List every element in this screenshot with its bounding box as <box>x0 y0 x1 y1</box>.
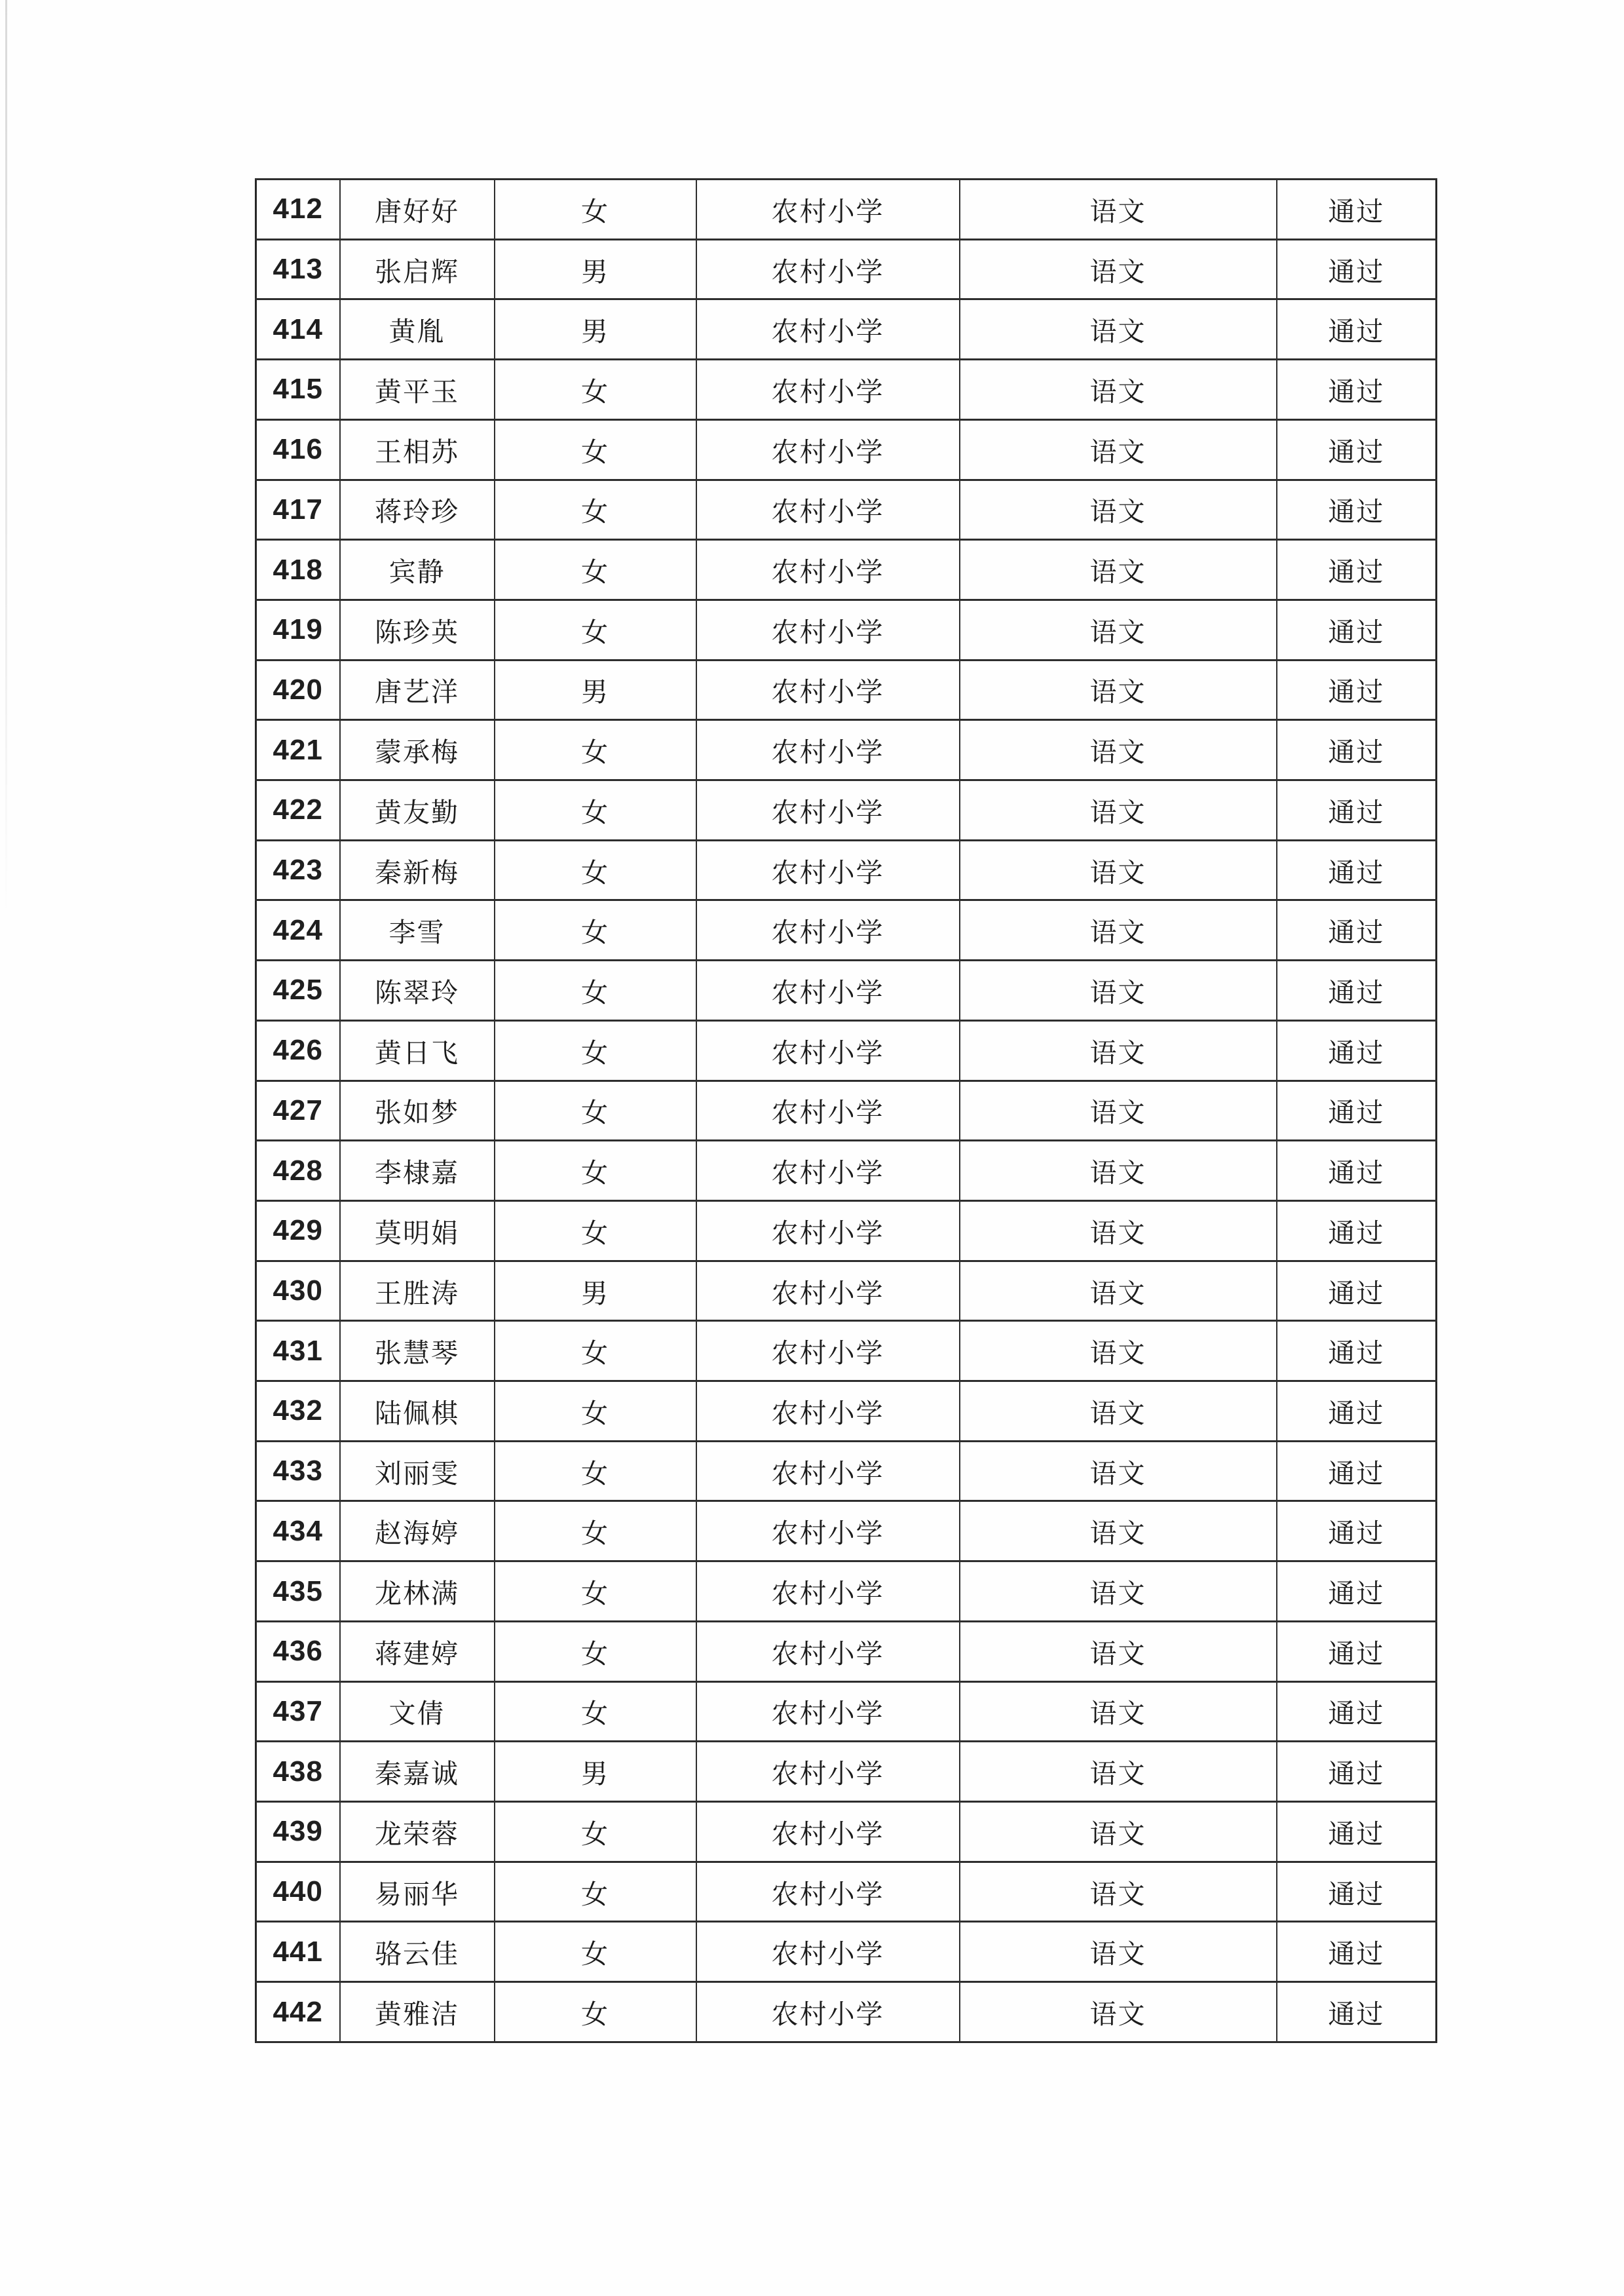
cell-gender: 女 <box>495 1081 696 1141</box>
cell-gender: 女 <box>495 1561 696 1622</box>
cell-name: 黄友勤 <box>340 780 495 841</box>
cell-result: 通过 <box>1277 540 1437 600</box>
cell-gender: 女 <box>495 1141 696 1201</box>
cell-result: 通过 <box>1277 660 1437 720</box>
cell-subject: 语文 <box>960 840 1277 900</box>
cell-subject: 语文 <box>960 1261 1277 1321</box>
cell-number: 418 <box>256 540 340 600</box>
cell-result: 通过 <box>1277 1261 1437 1321</box>
cell-school: 农村小学 <box>696 1081 960 1141</box>
cell-result: 通过 <box>1277 480 1437 540</box>
cell-number: 434 <box>256 1501 340 1561</box>
cell-gender: 女 <box>495 1922 696 1982</box>
table-row <box>256 1020 1437 1081</box>
cell-number: 432 <box>256 1381 340 1442</box>
cell-name: 蒋玲珍 <box>340 480 495 540</box>
cell-school: 农村小学 <box>696 600 960 660</box>
cell-number: 435 <box>256 1561 340 1622</box>
cell-subject: 语文 <box>960 1381 1277 1442</box>
cell-number: 424 <box>256 900 340 961</box>
table-row <box>256 480 1437 540</box>
table-row <box>256 540 1437 600</box>
table-row <box>256 1441 1437 1501</box>
cell-number: 439 <box>256 1801 340 1862</box>
cell-subject: 语文 <box>960 299 1277 360</box>
cell-number: 431 <box>256 1321 340 1381</box>
cell-number: 433 <box>256 1441 340 1501</box>
cell-school: 农村小学 <box>696 1441 960 1501</box>
cell-result: 通过 <box>1277 1922 1437 1982</box>
cell-number: 415 <box>256 360 340 420</box>
table-row <box>256 299 1437 360</box>
table-row <box>256 1982 1437 2042</box>
table-row <box>256 239 1437 299</box>
cell-result: 通过 <box>1277 1561 1437 1622</box>
table-row <box>256 1261 1437 1321</box>
cell-school: 农村小学 <box>696 1681 960 1742</box>
cell-number: 427 <box>256 1081 340 1141</box>
cell-subject: 语文 <box>960 1621 1277 1681</box>
table-row <box>256 180 1437 240</box>
table-row <box>256 1681 1437 1742</box>
cell-result: 通过 <box>1277 239 1437 299</box>
cell-gender: 女 <box>495 780 696 841</box>
cell-name: 陈翠玲 <box>340 961 495 1021</box>
cell-school: 农村小学 <box>696 239 960 299</box>
cell-result: 通过 <box>1277 1020 1437 1081</box>
cell-subject: 语文 <box>960 660 1277 720</box>
table-row <box>256 1621 1437 1681</box>
cell-school: 农村小学 <box>696 1321 960 1381</box>
cell-result: 通过 <box>1277 961 1437 1021</box>
table-row <box>256 1501 1437 1561</box>
cell-result: 通过 <box>1277 1982 1437 2042</box>
cell-subject: 语文 <box>960 1441 1277 1501</box>
cell-name: 蒋建婷 <box>340 1621 495 1681</box>
cell-name: 王胜涛 <box>340 1261 495 1321</box>
cell-name: 黄平玉 <box>340 360 495 420</box>
table-row <box>256 1321 1437 1381</box>
table-row <box>256 840 1437 900</box>
cell-school: 农村小学 <box>696 1862 960 1922</box>
cell-result: 通过 <box>1277 900 1437 961</box>
cell-number: 429 <box>256 1200 340 1261</box>
cell-result: 通过 <box>1277 419 1437 480</box>
cell-name: 宾静 <box>340 540 495 600</box>
cell-name: 秦新梅 <box>340 840 495 900</box>
cell-name: 蒙承梅 <box>340 720 495 780</box>
cell-number: 441 <box>256 1922 340 1982</box>
cell-result: 通过 <box>1277 780 1437 841</box>
cell-result: 通过 <box>1277 1141 1437 1201</box>
cell-name: 唐艺洋 <box>340 660 495 720</box>
cell-result: 通过 <box>1277 1862 1437 1922</box>
cell-result: 通过 <box>1277 1801 1437 1862</box>
cell-name: 龙林满 <box>340 1561 495 1622</box>
cell-number: 440 <box>256 1862 340 1922</box>
cell-gender: 女 <box>495 900 696 961</box>
cell-school: 农村小学 <box>696 360 960 420</box>
cell-number: 420 <box>256 660 340 720</box>
cell-subject: 语文 <box>960 239 1277 299</box>
cell-school: 农村小学 <box>696 1922 960 1982</box>
cell-number: 442 <box>256 1982 340 2042</box>
cell-subject: 语文 <box>960 1141 1277 1201</box>
table-row <box>256 780 1437 841</box>
cell-school: 农村小学 <box>696 1742 960 1802</box>
cell-school: 农村小学 <box>696 1561 960 1622</box>
cell-school: 农村小学 <box>696 1020 960 1081</box>
cell-number: 428 <box>256 1141 340 1201</box>
cell-gender: 男 <box>495 299 696 360</box>
cell-result: 通过 <box>1277 299 1437 360</box>
cell-subject: 语文 <box>960 1862 1277 1922</box>
cell-subject: 语文 <box>960 1020 1277 1081</box>
cell-result: 通过 <box>1277 360 1437 420</box>
cell-number: 422 <box>256 780 340 841</box>
cell-gender: 女 <box>495 1862 696 1922</box>
cell-subject: 语文 <box>960 780 1277 841</box>
table-row <box>256 900 1437 961</box>
cell-number: 414 <box>256 299 340 360</box>
cell-gender: 女 <box>495 419 696 480</box>
cell-gender: 女 <box>495 1501 696 1561</box>
cell-result: 通过 <box>1277 1321 1437 1381</box>
cell-subject: 语文 <box>960 419 1277 480</box>
table-row <box>256 1200 1437 1261</box>
cell-name: 刘丽雯 <box>340 1441 495 1501</box>
cell-school: 农村小学 <box>696 1801 960 1862</box>
table-row <box>256 1381 1437 1442</box>
cell-number: 413 <box>256 239 340 299</box>
cell-subject: 语文 <box>960 1561 1277 1622</box>
cell-school: 农村小学 <box>696 900 960 961</box>
cell-subject: 语文 <box>960 600 1277 660</box>
cell-result: 通过 <box>1277 1742 1437 1802</box>
cell-gender: 女 <box>495 1801 696 1862</box>
cell-school: 农村小学 <box>696 780 960 841</box>
table-body <box>256 180 1437 2042</box>
cell-result: 通过 <box>1277 720 1437 780</box>
cell-school: 农村小学 <box>696 1261 960 1321</box>
cell-subject: 语文 <box>960 1321 1277 1381</box>
cell-school: 农村小学 <box>696 1381 960 1442</box>
cell-result: 通过 <box>1277 1200 1437 1261</box>
cell-subject: 语文 <box>960 1982 1277 2042</box>
cell-gender: 女 <box>495 1321 696 1381</box>
table-row <box>256 600 1437 660</box>
cell-name: 张启辉 <box>340 239 495 299</box>
table-row <box>256 1862 1437 1922</box>
cell-school: 农村小学 <box>696 1141 960 1201</box>
table-row <box>256 419 1437 480</box>
cell-gender: 男 <box>495 1742 696 1802</box>
cell-gender: 女 <box>495 360 696 420</box>
cell-name: 张如梦 <box>340 1081 495 1141</box>
cell-gender: 女 <box>495 840 696 900</box>
cell-subject: 语文 <box>960 1922 1277 1982</box>
cell-gender: 女 <box>495 1200 696 1261</box>
cell-result: 通过 <box>1277 840 1437 900</box>
table-row <box>256 1141 1437 1201</box>
cell-subject: 语文 <box>960 480 1277 540</box>
table-row <box>256 1561 1437 1622</box>
cell-school: 农村小学 <box>696 299 960 360</box>
table-row <box>256 660 1437 720</box>
cell-result: 通过 <box>1277 180 1437 240</box>
cell-name: 张慧琴 <box>340 1321 495 1381</box>
cell-school: 农村小学 <box>696 419 960 480</box>
cell-result: 通过 <box>1277 1501 1437 1561</box>
cell-gender: 女 <box>495 600 696 660</box>
cell-subject: 语文 <box>960 1081 1277 1141</box>
cell-number: 425 <box>256 961 340 1021</box>
cell-result: 通过 <box>1277 1441 1437 1501</box>
cell-result: 通过 <box>1277 1381 1437 1442</box>
cell-gender: 女 <box>495 961 696 1021</box>
cell-number: 421 <box>256 720 340 780</box>
cell-name: 陆佩棋 <box>340 1381 495 1442</box>
cell-school: 农村小学 <box>696 1982 960 2042</box>
cell-name: 骆云佳 <box>340 1922 495 1982</box>
cell-number: 419 <box>256 600 340 660</box>
cell-school: 农村小学 <box>696 480 960 540</box>
cell-subject: 语文 <box>960 1200 1277 1261</box>
cell-subject: 语文 <box>960 1501 1277 1561</box>
cell-number: 430 <box>256 1261 340 1321</box>
cell-school: 农村小学 <box>696 840 960 900</box>
cell-number: 423 <box>256 840 340 900</box>
cell-school: 农村小学 <box>696 180 960 240</box>
cell-name: 黄雅洁 <box>340 1982 495 2042</box>
cell-name: 黄日飞 <box>340 1020 495 1081</box>
cell-name: 王相苏 <box>340 419 495 480</box>
cell-school: 农村小学 <box>696 1200 960 1261</box>
table-row <box>256 1801 1437 1862</box>
cell-school: 农村小学 <box>696 1621 960 1681</box>
cell-number: 438 <box>256 1742 340 1802</box>
cell-number: 436 <box>256 1621 340 1681</box>
table-row <box>256 720 1437 780</box>
cell-gender: 女 <box>495 1681 696 1742</box>
cell-subject: 语文 <box>960 1681 1277 1742</box>
cell-result: 通过 <box>1277 1621 1437 1681</box>
table-row <box>256 1081 1437 1141</box>
cell-name: 李雪 <box>340 900 495 961</box>
cell-name: 秦嘉诚 <box>340 1742 495 1802</box>
table-row <box>256 360 1437 420</box>
cell-name: 易丽华 <box>340 1862 495 1922</box>
scan-artifact-line <box>5 0 7 917</box>
cell-subject: 语文 <box>960 180 1277 240</box>
cell-result: 通过 <box>1277 1081 1437 1141</box>
cell-number: 416 <box>256 419 340 480</box>
cell-name: 李棣嘉 <box>340 1141 495 1201</box>
cell-subject: 语文 <box>960 720 1277 780</box>
cell-subject: 语文 <box>960 540 1277 600</box>
cell-name: 文倩 <box>340 1681 495 1742</box>
cell-subject: 语文 <box>960 961 1277 1021</box>
cell-subject: 语文 <box>960 360 1277 420</box>
cell-school: 农村小学 <box>696 540 960 600</box>
cell-gender: 女 <box>495 1982 696 2042</box>
cell-gender: 男 <box>495 239 696 299</box>
cell-gender: 男 <box>495 1261 696 1321</box>
table-row <box>256 961 1437 1021</box>
cell-gender: 女 <box>495 720 696 780</box>
table-row <box>256 1742 1437 1802</box>
cell-subject: 语文 <box>960 900 1277 961</box>
cell-number: 437 <box>256 1681 340 1742</box>
cell-gender: 女 <box>495 540 696 600</box>
cell-school: 农村小学 <box>696 961 960 1021</box>
cell-gender: 女 <box>495 180 696 240</box>
cell-gender: 女 <box>495 1441 696 1501</box>
cell-name: 黄胤 <box>340 299 495 360</box>
results-table <box>255 178 1437 2043</box>
cell-school: 农村小学 <box>696 660 960 720</box>
cell-result: 通过 <box>1277 600 1437 660</box>
cell-number: 426 <box>256 1020 340 1081</box>
cell-school: 农村小学 <box>696 720 960 780</box>
cell-name: 陈珍英 <box>340 600 495 660</box>
cell-name: 莫明娟 <box>340 1200 495 1261</box>
cell-gender: 女 <box>495 1621 696 1681</box>
cell-gender: 女 <box>495 1020 696 1081</box>
cell-result: 通过 <box>1277 1681 1437 1742</box>
cell-number: 417 <box>256 480 340 540</box>
cell-subject: 语文 <box>960 1742 1277 1802</box>
cell-name: 赵海婷 <box>340 1501 495 1561</box>
cell-subject: 语文 <box>960 1801 1277 1862</box>
cell-name: 唐好好 <box>340 180 495 240</box>
cell-school: 农村小学 <box>696 1501 960 1561</box>
cell-number: 412 <box>256 180 340 240</box>
cell-name: 龙荣蓉 <box>340 1801 495 1862</box>
cell-gender: 男 <box>495 660 696 720</box>
table-row <box>256 1922 1437 1982</box>
cell-gender: 女 <box>495 1381 696 1442</box>
cell-gender: 女 <box>495 480 696 540</box>
